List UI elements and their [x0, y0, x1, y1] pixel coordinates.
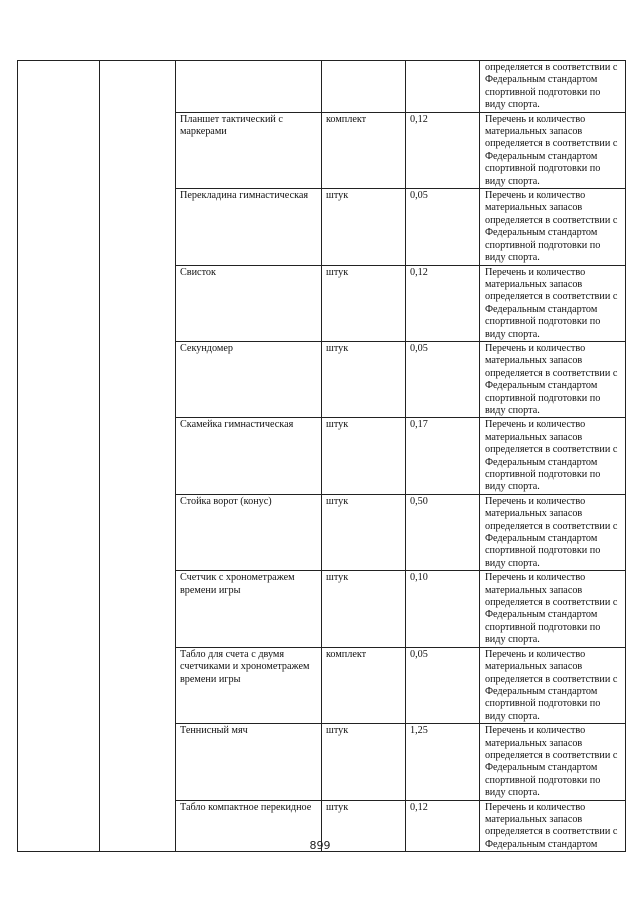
item-quantity: 0,05	[406, 647, 480, 723]
item-quantity: 0,17	[406, 418, 480, 494]
item-note: Перечень и количество материальных запасов определяется в соответствии с Федеральным стандартом спортивной подготовки по виду спорта.	[480, 724, 626, 800]
item-quantity: 0,12	[406, 112, 480, 188]
item-unit: штук	[322, 265, 406, 341]
item-unit	[322, 61, 406, 113]
item-name: Табло компактное перекидное	[176, 800, 322, 852]
item-name	[176, 61, 322, 113]
table-body	[18, 61, 626, 852]
item-quantity: 0,12	[406, 800, 480, 852]
item-unit: штук	[322, 189, 406, 265]
item-unit: штук	[322, 341, 406, 417]
item-name: Теннисный мяч	[176, 724, 322, 800]
item-note: Перечень и количество материальных запасов определяется в соответствии с Федеральным стандартом спортивной подготовки по виду спорта.	[480, 112, 626, 188]
item-unit: штук	[322, 418, 406, 494]
item-note: Перечень и количество материальных запасов определяется в соответствии с Федеральным стандартом спортивной подготовки по виду спорта.	[480, 418, 626, 494]
item-quantity: 0,12	[406, 265, 480, 341]
item-quantity: 0,50	[406, 494, 480, 570]
item-name: Свисток	[176, 265, 322, 341]
item-name: Скамейка гимнастическая	[176, 418, 322, 494]
item-name: Секундомер	[176, 341, 322, 417]
item-note: Перечень и количество материальных запасов определяется в соответствии с Федеральным стандартом спортивной подготовки по виду спорта.	[480, 189, 626, 265]
item-quantity: 0,10	[406, 571, 480, 647]
item-note: Перечень и количество материальных запасов определяется в соответствии с Федеральным стандартом	[480, 800, 626, 852]
item-unit: штук	[322, 494, 406, 570]
item-name: Табло для счета с двумя счетчиками и хронометражем времени игры	[176, 647, 322, 723]
equipment-table	[17, 60, 626, 852]
item-note: Перечень и количество материальных запасов определяется в соответствии с Федеральным стандартом спортивной подготовки по виду спорта.	[480, 571, 626, 647]
item-note: определяется в соответствии с Федеральным стандартом спортивной подготовки по виду спорта.	[480, 61, 626, 113]
merged-cell-col1	[18, 61, 100, 852]
item-name: Планшет тактический с маркерами	[176, 112, 322, 188]
item-note: Перечень и количество материальных запасов определяется в соответствии с Федеральным стандартом спортивной подготовки по виду спорта.	[480, 265, 626, 341]
page-number: 899	[309, 839, 331, 852]
item-unit: штук	[322, 571, 406, 647]
item-quantity: 0,05	[406, 189, 480, 265]
item-quantity: 1,25	[406, 724, 480, 800]
item-name: Перекладина гимнастическая	[176, 189, 322, 265]
item-note: Перечень и количество материальных запасов определяется в соответствии с Федеральным стандартом спортивной подготовки по виду спорта.	[480, 494, 626, 570]
item-quantity: 0,05	[406, 341, 480, 417]
item-unit: штук	[322, 724, 406, 800]
item-note: Перечень и количество материальных запасов определяется в соответствии с Федеральным стандартом спортивной подготовки по виду спорта.	[480, 647, 626, 723]
item-unit: штук	[322, 800, 406, 852]
merged-cell-col2	[100, 61, 176, 852]
item-unit: комплект	[322, 647, 406, 723]
table-row	[18, 61, 626, 113]
item-name: Счетчик с хронометражем времени игры	[176, 571, 322, 647]
item-quantity	[406, 61, 480, 113]
item-name: Стойка ворот (конус)	[176, 494, 322, 570]
item-note: Перечень и количество материальных запасов определяется в соответствии с Федеральным стандартом спортивной подготовки по виду спорта.	[480, 341, 626, 417]
item-unit: комплект	[322, 112, 406, 188]
